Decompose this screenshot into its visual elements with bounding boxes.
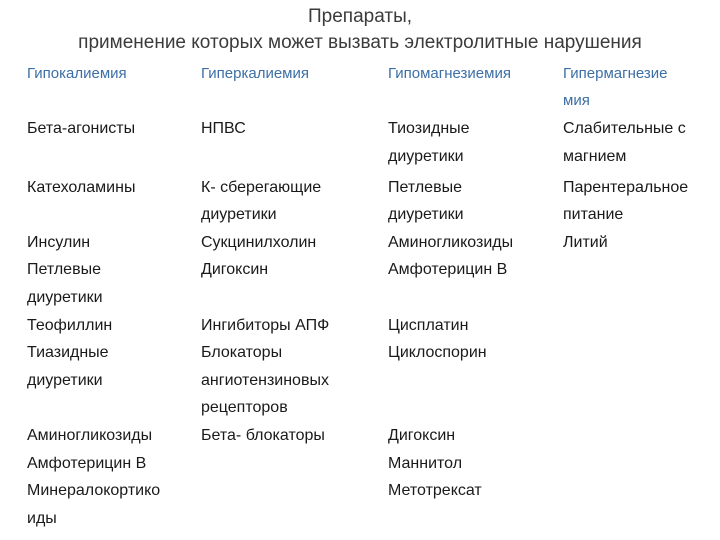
hypermagnesemia-item: магнием: [563, 148, 627, 165]
hypomagnesemia-item: Тиозидные: [388, 120, 470, 137]
hypermagnesemia-item: Литий: [563, 234, 608, 251]
hypokalemia-item: диуретики: [27, 289, 103, 306]
hypokalemia-item: Петлевые: [27, 261, 101, 278]
hypokalemia-item: иды: [27, 510, 57, 527]
hypermagnesemia-item: Слабительные с: [563, 120, 686, 137]
hypomagnesemia-item: Циклоспорин: [388, 344, 487, 361]
hyperkalemia-item: Ингибиторы АПФ: [201, 317, 330, 334]
hypokalemia-item: Бета-агонисты: [27, 120, 136, 137]
hypomagnesemia-item: Амфотерицин В: [388, 261, 508, 278]
header-hypermagnesemia-line-2: мия: [563, 92, 590, 109]
hypomagnesemia-item: диуретики: [388, 206, 464, 223]
hyperkalemia-item: К- сберегающие: [201, 179, 322, 196]
hypokalemia-item: Тиазидные: [27, 344, 109, 361]
hypomagnesemia-item: диуретики: [388, 148, 464, 165]
hypomagnesemia-item: Аминогликозиды: [388, 234, 514, 251]
hypokalemia-item: Минералокортико: [27, 482, 161, 499]
hyperkalemia-item: рецепторов: [201, 399, 288, 416]
hypokalemia-item: Инсулин: [27, 234, 91, 251]
hyperkalemia-item: ангиотензиновых: [201, 372, 329, 389]
header-hypomagnesemia: Гипомагнезиемия: [388, 65, 511, 82]
hypermagnesemia-item: Парентеральное: [563, 179, 689, 196]
hyperkalemia-item: Блокаторы: [201, 344, 283, 361]
hyperkalemia-item: Бета- блокаторы: [201, 427, 325, 444]
hypokalemia-item: диуретики: [27, 372, 103, 389]
hyperkalemia-item: диуретики: [201, 206, 277, 223]
header-hyperkalemia: Гиперкалиемия: [201, 65, 309, 82]
hypomagnesemia-item: Метотрексат: [388, 482, 482, 499]
hypokalemia-item: Теофиллин: [27, 317, 113, 334]
hyperkalemia-item: НПВС: [201, 120, 246, 137]
hypomagnesemia-item: Маннитол: [388, 455, 463, 472]
header-hypermagnesemia-line-1: Гипермагнезие: [563, 65, 668, 82]
hypokalemia-item: Катехоламины: [27, 179, 136, 196]
hypomagnesemia-item: Петлевые: [388, 179, 462, 196]
hyperkalemia-item: Дигоксин: [201, 261, 269, 278]
page-title: [0, 4, 720, 56]
hypomagnesemia-item: Дигоксин: [388, 427, 456, 444]
hypokalemia-item: Амфотерицин В: [27, 455, 147, 472]
hypermagnesemia-item: питание: [563, 206, 624, 223]
hypokalemia-item: Аминогликозиды: [27, 427, 153, 444]
title-line-2: применение которых может вызвать электролитные нарушения: [78, 32, 642, 53]
hyperkalemia-item: Сукцинилхолин: [201, 234, 317, 251]
header-hypokalemia: Гипокалиемия: [27, 65, 127, 82]
title-line-1: Препараты,: [308, 6, 412, 27]
hypomagnesemia-item: Цисплатин: [388, 317, 469, 334]
